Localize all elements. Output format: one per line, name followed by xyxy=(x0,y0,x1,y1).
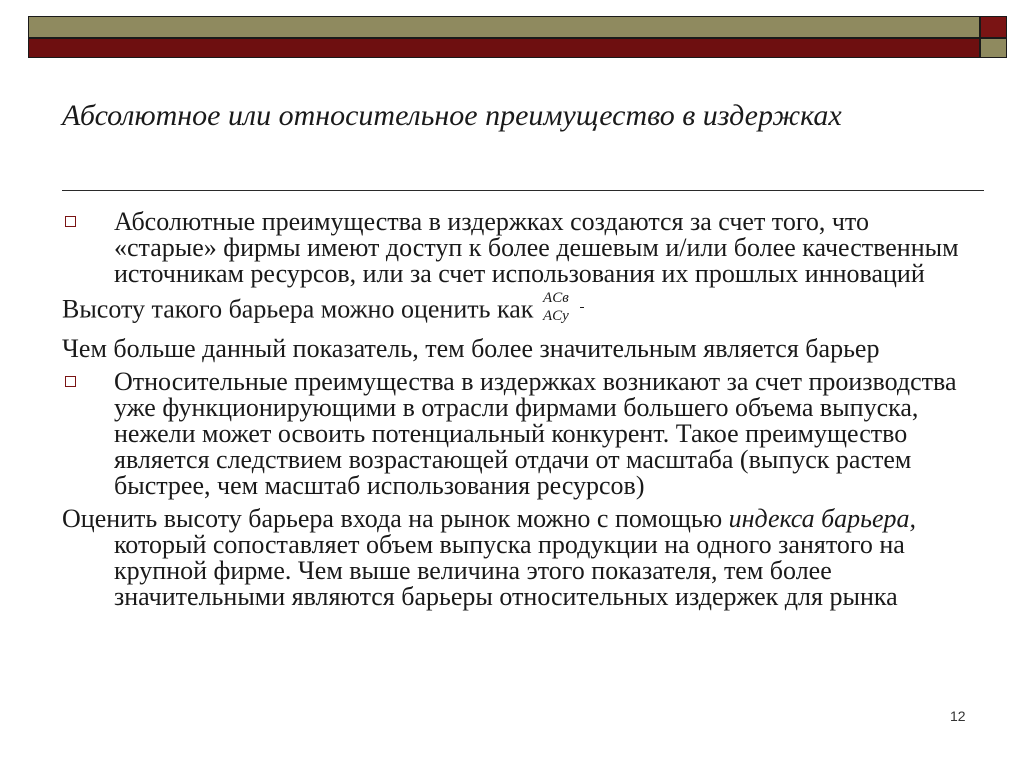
barrier-index-term: индекса барьера, xyxy=(728,504,917,533)
title-divider xyxy=(62,190,984,191)
header-corner-square-olive xyxy=(980,38,1007,58)
slide-title: Абсолютное или относительное преимущество в издержках xyxy=(62,99,842,132)
bullet-item-absolute xyxy=(62,209,972,287)
cost-ratio-formula xyxy=(542,290,584,325)
slide-body xyxy=(62,209,972,617)
bullet-item-relative xyxy=(62,369,972,499)
barrier-estimate-text: Высоту такого барьера можно оценить как xyxy=(62,294,534,324)
barrier-index-text-start: Оценить высоту барьера входа на рынок можно с помощью xyxy=(62,504,723,533)
header-bar-dark-red xyxy=(28,38,980,58)
square-bullet-icon xyxy=(65,376,76,387)
bullet-text-relative: Относительные преимущества в издержках возникают за счет производства уже функционирующими в отрасли фирмами большего объема выпуска, нежели может освоить потенциальный конкурент. Такое преимущество является следствием возрастающей отдачи от масштаба (выпуск растем быстрее, чем масштаб использования ресурсов) xyxy=(114,367,957,500)
paragraph-barrier-estimate xyxy=(62,290,972,329)
paragraph-barrier-size xyxy=(62,336,972,362)
bullet-text-absolute: Абсолютные преимущества в издержках создаются за счет того, что «старые» фирмы имеют доступ к более дешевым и/или более качественным источникам ресурсов, или за счет использования их прошлых инноваций xyxy=(114,207,959,288)
formula-denominator: ACу xyxy=(542,308,569,324)
formula-numerator: ACв xyxy=(580,290,584,308)
header-corner-square-red xyxy=(980,16,1007,38)
paragraph-barrier-index xyxy=(62,506,972,610)
barrier-index-text-end: который сопоставляет объем выпуска продукции на одного занятого на крупной фирме. Чем выше величина этого показателя, тем более значительными являются барьеры относительных издержек для рынка xyxy=(114,530,905,611)
square-bullet-icon xyxy=(65,216,76,227)
header-bar-olive xyxy=(28,16,980,38)
page-number: 12 xyxy=(950,708,966,724)
barrier-size-text: Чем больше данный показатель, тем более значительным является барьер xyxy=(62,334,880,363)
